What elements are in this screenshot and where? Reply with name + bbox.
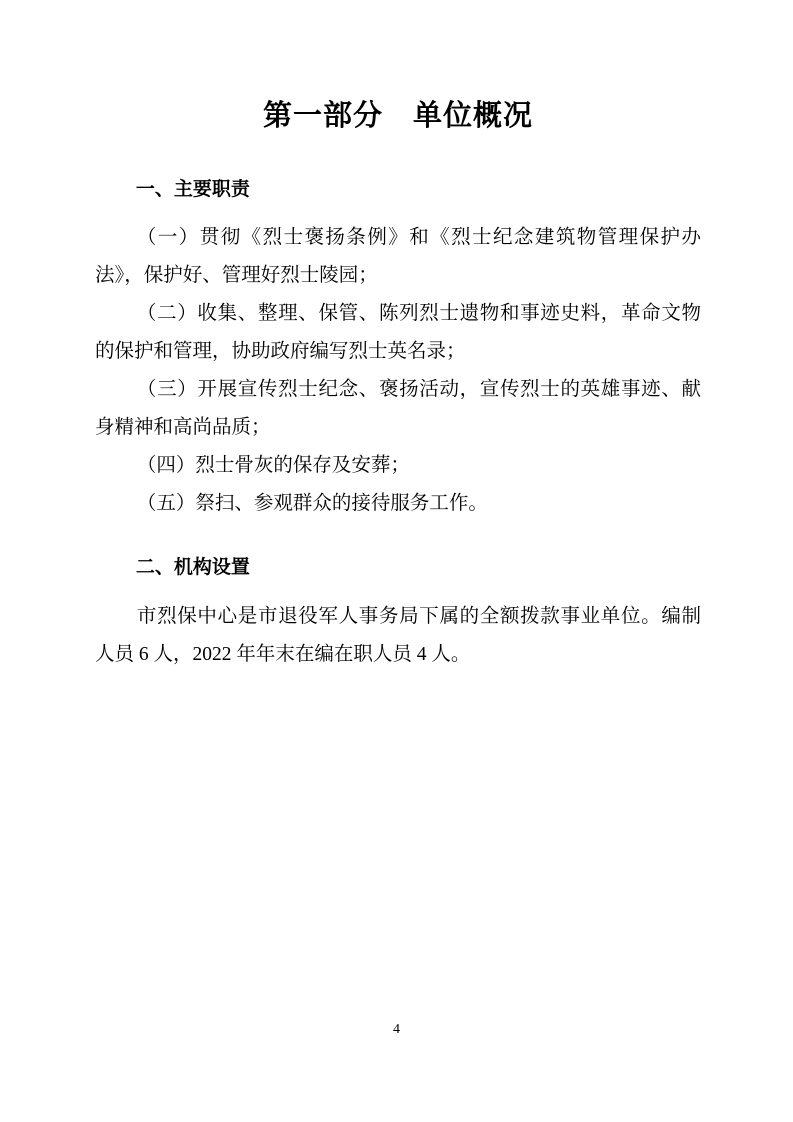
document-content bbox=[95, 0, 701, 674]
section-heading-organization: 二、机构设置 bbox=[135, 557, 250, 578]
section-main-duties bbox=[95, 177, 701, 523]
page-number: 4 bbox=[393, 1022, 400, 1037]
organization-paragraph: 市烈保中心是市退役军人事务局下属的全额拨款事业单位。编制人员 6 人，2022 年年末在编在职人员 4 人。 bbox=[95, 606, 701, 665]
duty-paragraph-4: （四）烈士骨灰的保存及安葬； bbox=[136, 455, 410, 476]
page-title: 第一部分 单位概况 bbox=[262, 100, 533, 132]
section-body-organization bbox=[95, 598, 701, 674]
duty-paragraph-1: （一）贯彻《烈士褒扬条例》和《烈士纪念建筑物管理保护办法》，保护好、管理好烈士陵园； bbox=[95, 227, 701, 286]
section-heading-main-duties: 一、主要职责 bbox=[135, 179, 250, 200]
section-body-main-duties bbox=[95, 219, 701, 523]
section-organization bbox=[95, 555, 701, 674]
duty-paragraph-2: （二）收集、整理、保管、陈列烈士遗物和事迹史料，革命文物的保护和管理，协助政府编写烈士英名录； bbox=[95, 303, 701, 362]
duty-paragraph-5: （五）祭扫、参观群众的接待服务工作。 bbox=[136, 493, 488, 514]
duty-paragraph-3: （三）开展宣传烈士纪念、褒扬活动，宣传烈士的英雄事迹、献身精神和高尚品质； bbox=[95, 379, 701, 438]
